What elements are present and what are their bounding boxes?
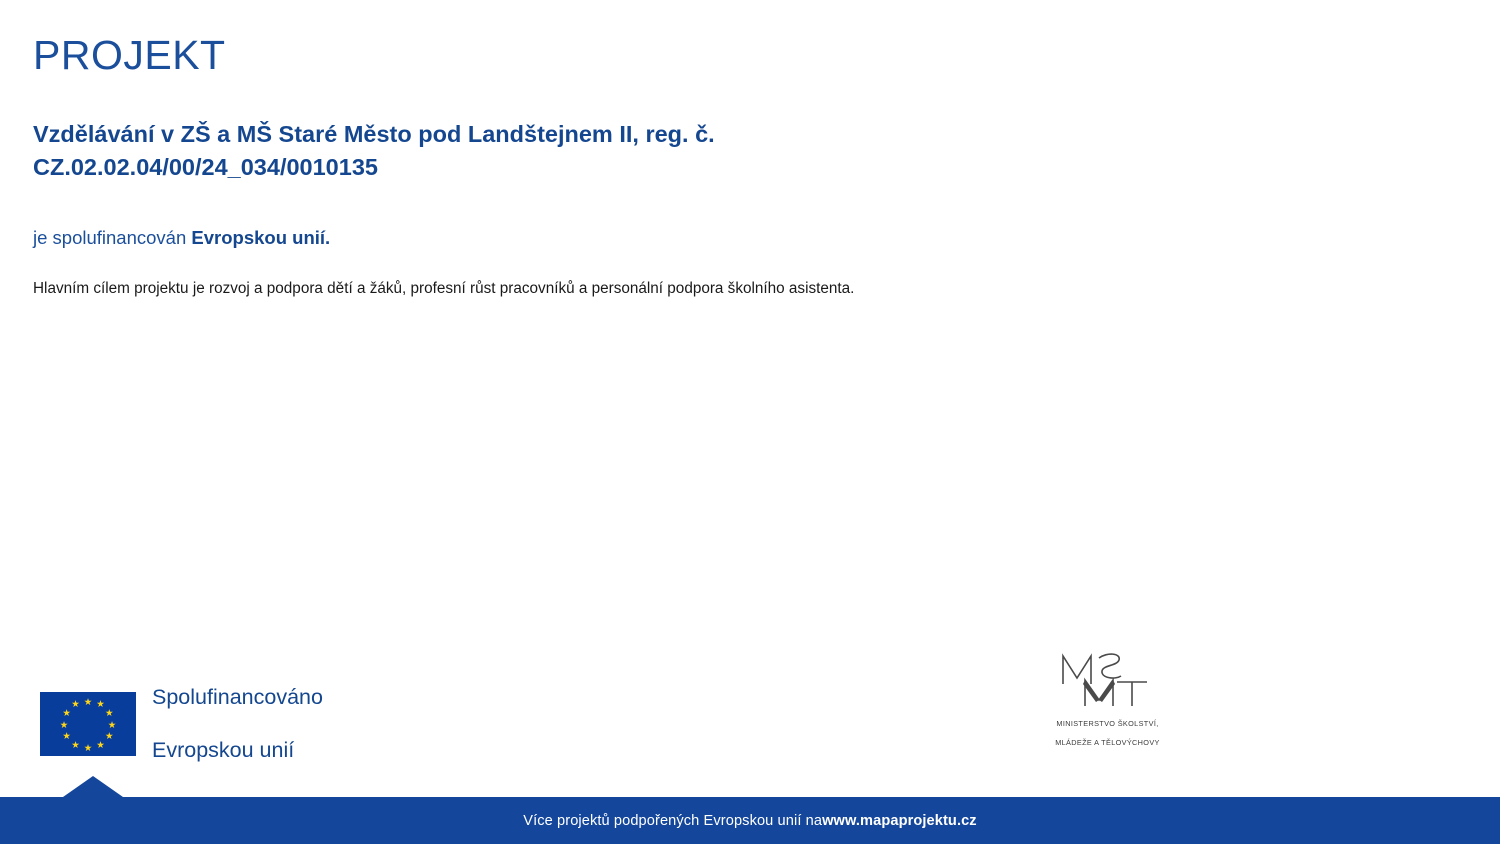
msmt-caption-line1: MINISTERSTVO ŠKOLSTVÍ, — [1056, 719, 1159, 729]
eu-star: ★ — [96, 699, 105, 711]
eu-star: ★ — [62, 731, 71, 743]
msmt-logo-caption — [1020, 710, 1195, 757]
eu-star: ★ — [83, 696, 93, 708]
footer-arrow-decoration — [63, 776, 123, 797]
eu-star: ★ — [107, 719, 117, 731]
footer-url[interactable]: www.mapaprojektu.cz — [822, 812, 977, 829]
msmt-caption-line2: MLÁDEŽE A TĚLOVÝCHOVY — [1055, 737, 1160, 747]
footer-text-prefix: Více projektů podpořených Evropskou unií na — [523, 812, 823, 829]
eu-logo-line2: Evropskou unií — [152, 737, 295, 762]
eu-star: ★ — [105, 731, 114, 743]
eu-star: ★ — [59, 719, 69, 731]
eu-star: ★ — [62, 708, 71, 720]
page-title: PROJEKT — [33, 32, 226, 78]
eu-logo-text — [152, 658, 323, 789]
eu-star: ★ — [96, 739, 105, 751]
cofinanced-strong: Evropskou unií. — [191, 227, 331, 248]
eu-star: ★ — [71, 739, 80, 751]
project-name: Vzdělávání v ZŠ a MŠ Staré Město pod Landštejnem II, reg. č. CZ.02.02.04/00/24_034/0010135 — [33, 121, 715, 181]
eu-star: ★ — [83, 742, 93, 754]
eu-flag-icon — [40, 692, 136, 756]
eu-star: ★ — [71, 699, 80, 711]
msmt-logo — [1020, 650, 1195, 747]
cofinanced-prefix: je spolufinancován — [33, 227, 192, 248]
eu-logo-line1: Spolufinancováno — [152, 685, 323, 710]
footer-caption — [0, 797, 1500, 844]
eu-cofinancing-logo — [40, 658, 323, 789]
project-goal-text: Hlavním cílem projektu je rozvoj a podpora dětí a žáků, profesní růst pracovníků a personální podpora školního asistenta. — [33, 280, 855, 297]
msmt-logo-icon — [1055, 650, 1155, 708]
cofinanced-statement — [33, 227, 330, 249]
eu-star: ★ — [105, 708, 114, 720]
